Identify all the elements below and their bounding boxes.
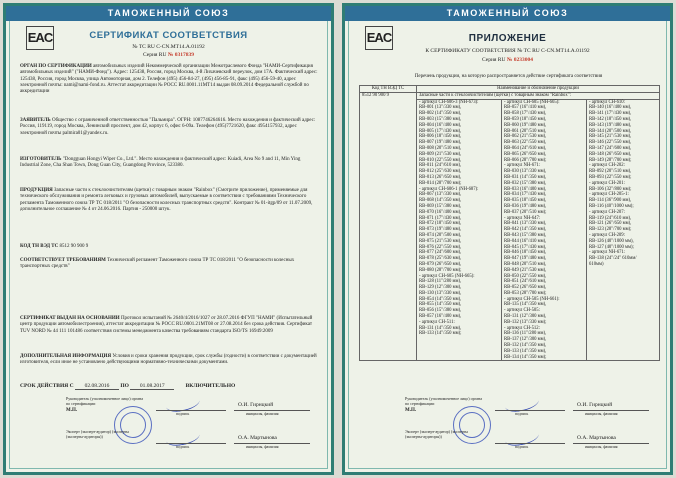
- article-line: RB-068 (14"/350 мм),: [419, 198, 462, 204]
- article-line: RB-032 (15"/380 мм),: [504, 180, 547, 186]
- article-line: RB-041 (13"/330 мм),: [504, 221, 547, 227]
- article-line: RB-128 (11"/280 мм),: [419, 279, 462, 285]
- article-line: RB-138 (24"/24" 610мм/: [589, 256, 637, 262]
- article-line: RB-133 (14"/350 мм);: [419, 331, 462, 337]
- article-line: RB-037 (20"/510 мм);: [504, 209, 547, 215]
- article-line: RB-129 (12"/300 мм),: [419, 285, 462, 291]
- expert-sign-caption: подпись: [176, 445, 190, 449]
- article-line: - артикул CH-511:: [419, 319, 455, 325]
- head-sign-caption: подпись: [176, 412, 190, 416]
- applicant: [20, 118, 319, 137]
- appendix-subtitle: К СЕРТИФИКАТУ СООТВЕТСТВИЯ № ТС RU C-CN.МТ14.А.01192: [425, 48, 590, 54]
- article-line: RB-079 (26"/650 мм),: [419, 261, 462, 267]
- article-line: RB-141 (17"/430 мм),: [589, 111, 632, 117]
- issue-basis-text: Протокол испытаний № 2640/4/2016/1027 от 28.07.2016 ФГУП "НАМИ" (Испытательный центр продукции автомобилестроения), аттестат аккредитации № РОСС RU.0001.21МТ08 от 27.08.2014 без срока действия. Сертификат TUV NORD № 44 111 101486 соответствия системы менеджмента качества требованиям стандарта ISO/TS 16949:2009: [20, 316, 313, 334]
- additional-info-label: ДОПОЛНИТЕЛЬНАЯ ИНФОРМАЦИЯ: [20, 354, 112, 359]
- article-line: RB-131 (12"/300 мм),: [504, 314, 547, 320]
- article-line: RB-066 (28"/700 мм);: [504, 157, 547, 163]
- article-line: RB-149 (28"/700 мм);: [589, 157, 632, 163]
- article-line: RB-132 (13"/330 мм);: [504, 319, 547, 325]
- eac-mark-icon: EAC: [26, 26, 54, 50]
- validity-period: [20, 383, 319, 390]
- article-line: RB-076 (22"/550 мм),: [419, 244, 462, 250]
- article-line: RB-126 (40"/1000 мм),: [589, 238, 634, 244]
- head-sign-caption: подпись: [515, 412, 529, 416]
- article-line: RB-130 (13"/330 мм),: [419, 290, 462, 296]
- article-line: RB-116 (40"/1000 мм);: [589, 203, 634, 209]
- article-line: RB-131 (14"/350 мм),: [419, 325, 462, 331]
- article-line: - артикул CH-505:: [504, 308, 540, 314]
- column-header-code: Код ТН ВЭД ТС: [360, 86, 417, 93]
- article-column-1: [417, 99, 502, 361]
- article-line: RB-053 (28"/700 мм);: [504, 290, 547, 296]
- article-line: RB-049 (21"/530 мм),: [504, 267, 547, 273]
- product-code-cell: 8512 90 900 9: [360, 92, 417, 361]
- article-line: RB-011 (24"/610 мм),: [419, 163, 462, 169]
- article-line: RB-143 (19"/480 мм),: [589, 122, 632, 128]
- article-line: RB-058 (17"/430 мм),: [504, 111, 547, 117]
- article-line: RB-064 (24"/610 мм),: [504, 145, 547, 151]
- article-line: RB-031 (14"/350 мм),: [504, 174, 547, 180]
- article-line: RB-106 (32"/800 мм);: [589, 186, 632, 192]
- article-line: RB-057 (16"/410 мм),: [504, 105, 547, 111]
- article-line: RB-056 (15"/380 мм),: [419, 308, 462, 314]
- article-line: RB-137 (12"/300 мм),: [504, 337, 547, 343]
- article-line: RB-073 (19"/480 мм),: [419, 227, 462, 233]
- article-line: - артикул CH-606-1 (NH-687):: [419, 186, 479, 192]
- product: [20, 188, 319, 213]
- article-line: RB-046 (18"/450 мм),: [504, 250, 547, 256]
- article-line: RB-006 (18"/450 мм),: [419, 134, 462, 140]
- certification-body: [20, 64, 319, 95]
- valid-to: 01.08.2017: [130, 383, 174, 390]
- article-line: - артикул CH-605 (NH-665):: [419, 273, 475, 279]
- expert-role: Эксперт (эксперт-аудитор) (эксперты (эксперты-аудиторы)): [405, 429, 468, 439]
- series-label: Серия RU: [143, 52, 167, 58]
- expert-name-caption: инициалы, фамилия: [246, 445, 279, 449]
- article-line: RB-127 (40"/1000 мм);: [589, 244, 634, 250]
- conformity: [20, 258, 319, 271]
- article-line: RB-134 (14"/350 мм);: [504, 354, 547, 360]
- article-line: RB-067 (13"/330 мм),: [419, 192, 462, 198]
- article-line: RB-055 (14"/350 мм),: [419, 302, 462, 308]
- table-header-row: [360, 86, 660, 93]
- certificate-page: [3, 3, 334, 475]
- article-line: RB-146 (22"/550 мм),: [589, 140, 632, 146]
- appendix-title: ПРИЛОЖЕНИЕ: [468, 33, 547, 44]
- certificate-series: [6, 52, 331, 58]
- article-line: RB-078 (25"/630 мм),: [419, 256, 462, 262]
- series-label: Серия RU: [482, 57, 506, 63]
- expert-name: О.А. Мартынова: [238, 435, 277, 441]
- article-line: RB-045 (17"/430 мм),: [504, 244, 547, 250]
- seal-place-label: М.П.: [66, 408, 78, 413]
- conformity-text: Технический регламент Таможенного союза ТР ТС 018/2011 "О безопасности колесных транспортных средств": [20, 258, 295, 270]
- article-line: RB-136 (11"/280 мм),: [504, 331, 547, 337]
- article-line: - артикул NH-647:: [504, 215, 541, 221]
- appendix-page: [342, 3, 673, 475]
- article-line: - артикул CH-505 (NH-661):: [504, 296, 560, 302]
- article-line: - артикул CH-610:: [589, 99, 625, 105]
- article-line: - артикул CH-207:: [589, 209, 625, 215]
- customs-union-banner: ТАМОЖЕННЫЙ СОЮЗ: [6, 6, 331, 21]
- article-line: - артикул NH-671:: [504, 163, 541, 169]
- article-line: - артикул CH-202:: [589, 163, 625, 169]
- valid-from: 02.08.2016: [75, 383, 119, 390]
- article-column-3: [587, 99, 660, 361]
- additional-info-text: Условия и сроки хранения продукции, срок службы (годности) в соответствии с документацией изготовителя, если иное не установлено действующими нормативно-техническими документами.: [20, 354, 317, 366]
- certificate-title: СЕРТИФИКАТ СООТВЕТСТВИЯ: [89, 30, 248, 41]
- validity-label: СРОК ДЕЙСТВИЯ С: [20, 383, 74, 389]
- article-line: RB-132 (14"/350 мм),: [504, 343, 547, 349]
- customs-union-banner: ТАМОЖЕННЫЙ СОЮЗ: [345, 6, 670, 21]
- article-line: RB-147 (24"/600 мм),: [589, 145, 632, 151]
- product-text: Запасные части к стеклоочистителям (щетки) с товарным знаком "Rainbox" (Смотрите приложение), применяемые для технического обслуживания и ремонта легковых и грузовых автомобилей, выпускаемые в соответствии с требованиями Технического регламента Таможенного союза ТР ТС 018/2011 "О безопасности колесных транспортных средств". Контракт № 01-itgp/09 от 11.07.2009, дополнительное соглашение № 4 от 24.06.2016. Партия - 250000 штук.: [20, 188, 313, 212]
- head-name-caption: инициалы, фамилия: [246, 412, 279, 416]
- article-line: RB-148 (26"/650 мм),: [589, 151, 632, 157]
- article-line: RB-069 (15"/380 мм),: [419, 203, 462, 209]
- expert-name-caption: инициалы, фамилия: [585, 445, 618, 449]
- article-line: RB-119 (24"/610 мм),: [589, 215, 632, 221]
- article-line: RB-070 (16"/400 мм),: [419, 209, 462, 215]
- article-line: RB-121 (26"/650 мм),: [589, 221, 632, 227]
- expert-sign-caption: подпись: [515, 445, 529, 449]
- expert-role: Эксперт (эксперт-аудитор) (эксперты (эксперты-аудиторы)): [66, 429, 129, 439]
- article-line: RB-051 (24"/610 мм),: [504, 279, 547, 285]
- article-line: RB-033 (16"/400 мм),: [504, 186, 547, 192]
- issue-basis: [20, 316, 319, 335]
- article-line: - артикул CH-209:: [589, 232, 625, 238]
- article-line: RB-114 (36"/900 мм),: [589, 198, 632, 204]
- article-line: RB-059 (18"/450 мм),: [504, 116, 547, 122]
- article-line: RB-007 (19"/480 мм),: [419, 140, 462, 146]
- certification-body-label: ОРГАН ПО СЕРТИФИКАЦИИ: [20, 64, 92, 69]
- article-line: RB-054 (14"/350 мм),: [419, 296, 462, 302]
- conformity-label: СООТВЕТСТВУЕТ ТРЕБОВАНИЯМ: [20, 258, 106, 263]
- article-line: RB-008 (20"/510 мм),: [419, 145, 462, 151]
- applicant-text: Общество с ограниченной ответственностью "Пальмира". ОГРН: 1087746264616. Место нахождения и фактический адрес: Россия, 119119, город Москва, Ленинский проспект, дом 42, корпус 6, офис 6-09а. Телефон (495)7721620, факс 4954157932, адрес электронной почты palmira01@yandex.ru.: [20, 118, 316, 136]
- article-line: RB-065 (26"/650 мм),: [504, 151, 547, 157]
- article-line: RB-030 (13"/330 мм),: [504, 169, 547, 175]
- article-line: RB-144 (20"/500 мм),: [589, 128, 632, 134]
- certificate-number: № ТС RU C-CN.МТ14.А.01192: [132, 44, 205, 50]
- article-line: - артикул CH-512:: [504, 325, 540, 331]
- article-line: RB-014 (28"/700 мм);: [419, 180, 462, 186]
- article-line: RB-003 (15"/380 мм),: [419, 116, 462, 122]
- article-line: RB-060 (19"/480 мм),: [504, 122, 547, 128]
- article-line: RB-140 (16"/400 мм),: [589, 105, 632, 111]
- table-row: [360, 92, 660, 99]
- valid-to-label: ПО: [120, 383, 129, 389]
- article-line: RB-012 (25"/630 мм),: [419, 169, 462, 175]
- head-role: Руководитель (уполномоченное лицо) органа по сертификации: [405, 396, 482, 406]
- article-line: RB-080 (28"/700 мм);: [419, 267, 462, 273]
- article-line: RB-092 (20"/510 мм),: [589, 169, 632, 175]
- article-line: RB-071 (17"/430 мм),: [419, 215, 462, 221]
- article-line: RB-062 (21"/530 мм),: [504, 134, 547, 140]
- article-line: - артикул CH-205-1:: [589, 192, 629, 198]
- product-group-header: Запасные части к стеклоочистителям (щетки) с товарным знаком "Rainbox":: [417, 92, 660, 99]
- manufacturer-label: ИЗГОТОВИТЕЛЬ: [20, 157, 62, 162]
- article-line: RB-074 (20"/500 мм),: [419, 232, 462, 238]
- article-line: RB-077 (24"/600 мм),: [419, 250, 462, 256]
- certification-body-text: автомобильных изделий Некоммерческой организации Межотраслевого Фонда "НАМИ-Сертификация автомобильных изделий" ("НАМИ-Фонд"). Адрес: 125438, Россия, город Москва, 4-й Лихачевский переулок, дом 17А. Фактический адрес: 125438, Россия, город Москва, улица Автомоторная, дом 2. Телефон (495) 456-84-27, (495) 456-85-91, факс (495) 456-59-40, адрес электронной почты: nami@nami-fond.ru. Аттестат аккредитации № РОСС RU.0001.11МТ14 выдан 08.09.2014 Федеральной службой по аккредитации: [20, 64, 318, 95]
- inclusive-label: ВКЛЮЧИТЕЛЬНО: [185, 383, 236, 389]
- issue-basis-label: СЕРТИФИКАТ ВЫДАН НА ОСНОВАНИИ: [20, 316, 120, 321]
- manufacturer-text: "Dongguan Hongyi Wiper Co., Ltd.". Место нахождения и фактический адрес: Kuiadi, Area No 9 and 11, Min Ying Industrial Zone, Cha Shan Town, Dong Guan City, Guangdong Province, 523380.: [20, 157, 301, 169]
- article-line: RB-009 (21"/530 мм),: [419, 151, 462, 157]
- article-line: RB-004 (16"/400 мм),: [419, 122, 462, 128]
- article-line: RB-142 (18"/450 мм),: [589, 116, 632, 122]
- manufacturer: [20, 157, 319, 170]
- article-line: 610мм): [589, 261, 604, 267]
- article-line: RB-035 (18"/450 мм),: [504, 198, 547, 204]
- expert-name: О.А. Мартынова: [577, 435, 616, 441]
- hs-code: [20, 244, 319, 250]
- article-line: RB-034 (17"/430 мм),: [504, 192, 547, 198]
- article-line: RB-145 (21"/530 мм),: [589, 134, 632, 140]
- applicant-label: ЗАЯВИТЕЛЬ: [20, 118, 51, 123]
- article-line: RB-050 (22"/550 мм),: [504, 273, 547, 279]
- article-line: RB-013 (26"/650 мм),: [419, 174, 462, 180]
- column-header-name: Наименование и обозначение продукции: [417, 86, 660, 93]
- hs-code-value: 8512 90 900 9: [59, 244, 89, 249]
- article-line: RB-061 (20"/510 мм),: [504, 128, 547, 134]
- article-line: RB-005 (17"/430 мм),: [419, 128, 462, 134]
- article-line: RB-048 (20"/510 мм),: [504, 261, 547, 267]
- article-line: RB-002 (14"/350 мм),: [419, 111, 462, 117]
- article-line: RB-057 (16"/400 мм),: [419, 314, 462, 320]
- series-number: № 0317839: [167, 52, 194, 58]
- article-line: RB-093 (22"/550 мм);: [589, 174, 632, 180]
- article-line: RB-010 (22"/550 мм),: [419, 157, 462, 163]
- article-line: RB-123 (28"/700 мм);: [589, 227, 632, 233]
- eac-mark-icon: EAC: [365, 26, 393, 50]
- article-line: RB-133 (14"/350 мм),: [504, 348, 547, 354]
- head-role: Руководитель (уполномоченное лицо) органа по сертификации: [66, 396, 143, 406]
- seal-place-label: М.П.: [405, 408, 417, 413]
- product-list-caption: Перечень продукции, на которую распространяется действие сертификата соответствия: [414, 74, 603, 79]
- article-line: - артикул CH-201:: [589, 180, 625, 186]
- article-line: RB-075 (21"/530 мм),: [419, 238, 462, 244]
- article-line: RB-072 (18"/450 мм),: [419, 221, 462, 227]
- article-line: RB-001 (13"/330 мм),: [419, 105, 462, 111]
- article-line: RB-036 (19"/480 мм),: [504, 203, 547, 209]
- article-line: RB-042 (14"/350 мм),: [504, 227, 547, 233]
- article-line: - артикул NH-671:: [589, 250, 626, 256]
- article-column-2: [502, 99, 587, 361]
- appendix-series: [345, 57, 670, 63]
- product-label: ПРОДУКЦИЯ: [20, 188, 53, 193]
- product-list-table: [359, 85, 660, 361]
- article-line: RB-063 (22"/550 мм),: [504, 140, 547, 146]
- hs-code-label: КОД ТН ВЭД ТС: [20, 244, 59, 249]
- article-line: RB-047 (19"/480 мм),: [504, 256, 547, 262]
- article-line: - артикул CH-606-3 (NH-673):: [419, 99, 479, 105]
- article-line: - артикул CH-605 (NH-665):: [504, 99, 560, 105]
- head-name-caption: инициалы, фамилия: [585, 412, 618, 416]
- additional-info: [20, 354, 319, 367]
- series-number: № 0233004: [506, 57, 533, 63]
- article-line: RB-043 (15"/380 мм),: [504, 232, 547, 238]
- article-line: RB-135 (14"/350 мм),: [504, 302, 547, 308]
- article-line: RB-052 (26"/650 мм),: [504, 285, 547, 291]
- head-name: О.И. Гирнцкий: [577, 402, 613, 408]
- head-name: О.И. Гирнцкий: [238, 402, 274, 408]
- article-line: RB-044 (16"/410 мм),: [504, 238, 547, 244]
